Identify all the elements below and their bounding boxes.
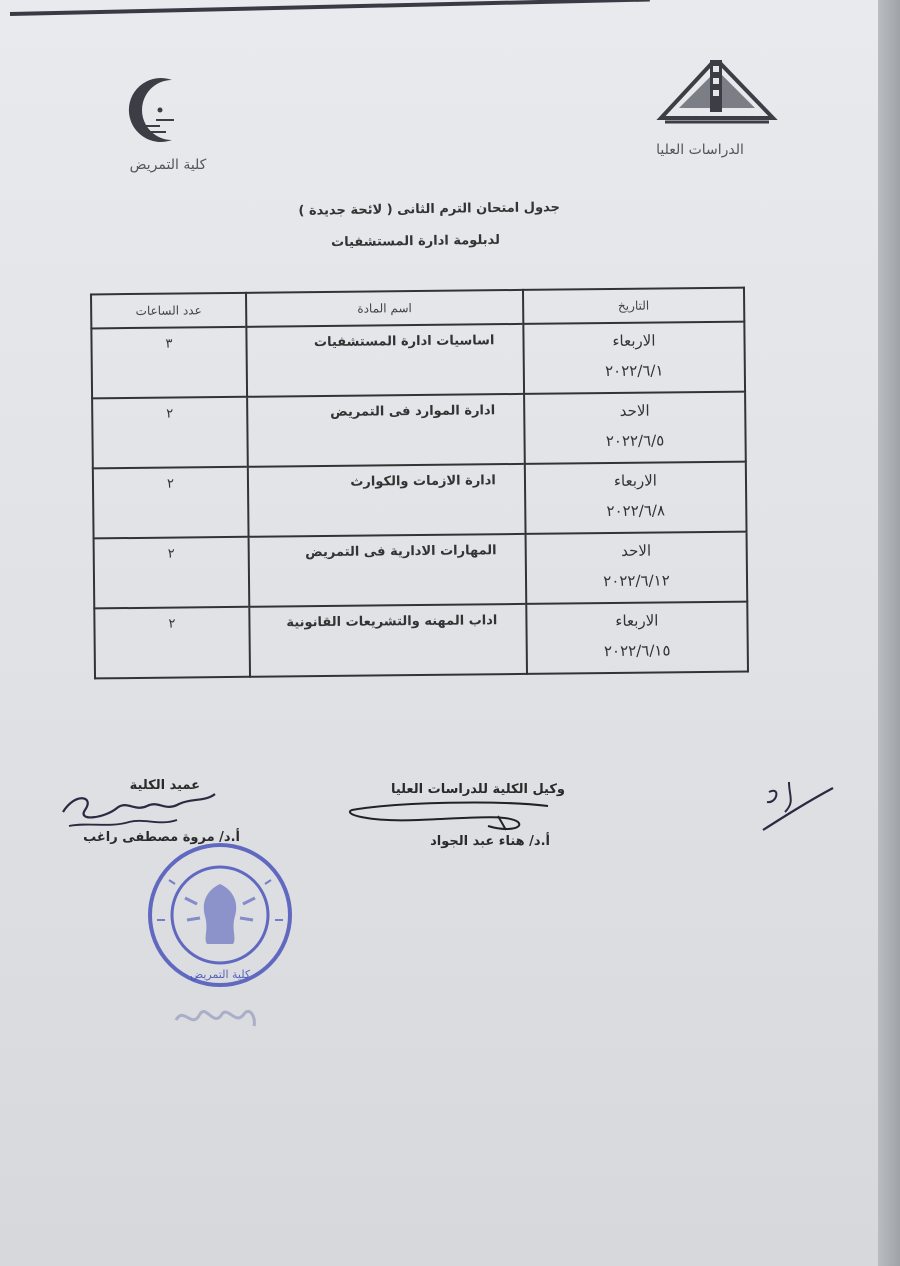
hours-cell	[93, 467, 249, 539]
hours-cell	[92, 397, 248, 469]
university-logo	[655, 52, 780, 132]
subject-cell	[248, 464, 526, 537]
dean-name: أ.د/ مروة مصطفى راغب	[83, 830, 240, 845]
exam-date: ٢٠٢٢/٦/١٥	[603, 641, 671, 661]
subject-cell	[247, 394, 525, 467]
hours-value: ٣	[165, 336, 173, 352]
date-cell	[525, 462, 747, 534]
table-row	[94, 532, 748, 609]
subject-name: اساسيات ادارة المستشفيات	[313, 333, 495, 351]
date-cell	[526, 602, 748, 674]
nursing-faculty-logo	[116, 74, 196, 150]
subject-name: اداب المهنه والتشريعات القانونية	[286, 613, 498, 631]
header-hours: عدد الساعات	[91, 293, 246, 329]
date-cell	[523, 322, 745, 394]
faculty-label: كلية التمريض	[129, 157, 207, 173]
table-row	[91, 322, 745, 399]
subject-cell	[249, 604, 527, 677]
exam-date: ٢٠٢٢/٦/٨	[606, 501, 666, 521]
vice-dean-name: أ.د/ هناء عبد الجواد	[430, 834, 550, 849]
exam-date: ٢٠٢٢/٦/١	[604, 361, 664, 381]
date-cell	[524, 392, 746, 464]
header-subject: اسم المادة	[246, 290, 523, 327]
exam-date: ٢٠٢٢/٦/١٢	[603, 571, 670, 591]
vice-dean-title: وكيل الكلية للدراسات العليا	[390, 782, 565, 797]
day-name: الاربعاء	[615, 611, 659, 630]
page-edge	[878, 0, 900, 1266]
subject-name: ادارة الازمات والكوارث	[350, 473, 496, 490]
vice-dean-signature	[338, 796, 558, 838]
hours-cell	[94, 607, 250, 679]
diploma-title: لدبلومة ادارة المستشفيات	[331, 232, 501, 251]
official-stamp	[145, 840, 295, 994]
schedule-title: جدول امتحان الترم الثانى ( لائحة جديدة )	[298, 200, 561, 219]
hours-value: ٢	[168, 616, 176, 632]
graduate-studies-label: الدراسات العليا	[656, 142, 744, 158]
exam-schedule-table	[90, 287, 749, 680]
stamp-text: كلية التمريض	[189, 968, 251, 981]
date-cell	[525, 532, 747, 604]
pencil-scribble	[170, 1000, 262, 1034]
initials-signature	[755, 772, 840, 838]
hours-value: ٢	[167, 546, 175, 562]
day-name: الاحد	[619, 401, 650, 420]
table-row	[92, 392, 746, 469]
subject-cell	[246, 324, 524, 397]
table-row	[94, 602, 748, 679]
subject-name: ادارة الموارد فى التمريض	[330, 403, 496, 420]
exam-date: ٢٠٢٢/٦/٥	[605, 431, 665, 451]
subject-name: المهارات الادارية فى التمريض	[305, 543, 497, 561]
day-name: الاحد	[621, 541, 652, 560]
day-name: الاربعاء	[612, 331, 656, 350]
hours-cell	[94, 537, 250, 609]
table-row	[93, 462, 747, 539]
header-date: التاريخ	[523, 288, 744, 324]
hours-value: ٢	[166, 406, 174, 422]
dean-title: عميد الكلية	[129, 778, 200, 793]
subject-cell	[249, 534, 527, 607]
hours-value: ٢	[166, 476, 175, 492]
hours-cell	[91, 327, 247, 399]
day-name: الاربعاء	[613, 471, 658, 490]
